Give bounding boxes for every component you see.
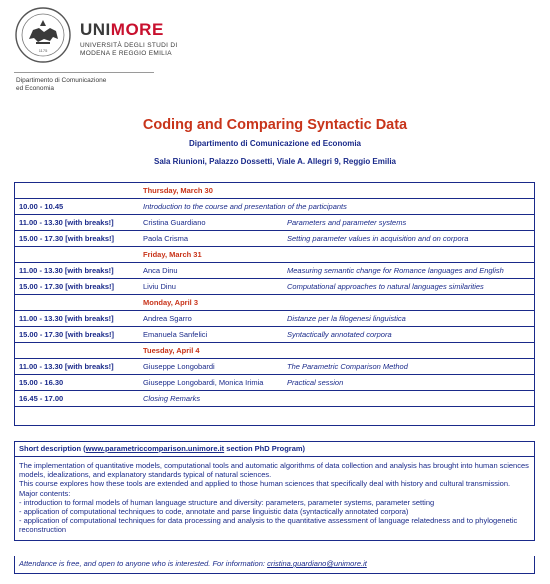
day-header-row xyxy=(15,295,534,311)
header-divider xyxy=(14,72,154,73)
speaker-cell: Paola Crisma xyxy=(143,234,189,243)
course-website-link[interactable]: www.parametriccomparison.unimore.it xyxy=(85,444,225,453)
table-row xyxy=(15,215,534,231)
table-row xyxy=(15,279,534,295)
svg-text:1175: 1175 xyxy=(38,48,48,53)
description-paragraph: The implementation of quantitative models, computational tools and automatic algorithms of data collection and analysis has brought into human sciences models, idealizations, and explanatory standards typical of natural sciences. xyxy=(19,461,529,480)
time-cell: 15.00 - 17.30 [with breaks!] xyxy=(19,282,115,291)
time-cell: 15.00 - 17.30 [with breaks!] xyxy=(19,330,115,339)
day-label: Thursday, March 30 xyxy=(143,186,213,195)
table-row xyxy=(15,263,534,279)
brand-subtitle: UNIVERSITÀ DEGLI STUDI DI MODENA E REGGIO EMILIA xyxy=(80,42,178,57)
session-cell: Closing Remarks xyxy=(143,394,201,403)
brand-name: UNIMORE xyxy=(80,20,164,39)
day-header-row xyxy=(15,343,534,359)
time-cell: 11.00 - 13.30 [with breaks!] xyxy=(19,314,114,323)
topic-cell: Setting parameter values in acquisition and on corpora xyxy=(287,234,469,243)
table-row xyxy=(15,231,534,247)
topic-cell: Measuring semantic change for Romance languages and English xyxy=(287,266,504,275)
day-label: Friday, March 31 xyxy=(143,250,202,259)
schedule-table xyxy=(14,182,535,426)
table-row xyxy=(15,375,534,391)
time-cell: 15.00 - 16.30 xyxy=(19,378,64,387)
table-row xyxy=(15,391,534,407)
topic-cell: Computational approaches to natural languages similarities xyxy=(287,282,484,291)
time-cell: 10.00 - 10.45 xyxy=(19,202,64,211)
session-cell: Introduction to the course and presentation of the participants xyxy=(143,202,347,211)
attendance-note: Attendance is free, and open to anyone who is interested. For information: cristina.guardiano@unimore.it xyxy=(14,556,535,574)
topic-cell: The Parametric Comparison Method xyxy=(287,362,408,371)
venue-line: Sala Riunioni, Palazzo Dossetti, Viale A. Allegri 9, Reggio Emilia xyxy=(154,157,396,166)
speaker-cell: Giuseppe Longobardi xyxy=(143,362,215,371)
speaker-cell: Cristina Guardiano xyxy=(143,218,206,227)
letterhead xyxy=(14,6,534,96)
content-bullet: - application of computational techniques for data processing and analysis to the quantitative assessment of language relatedness and to phylogenetic reconstruction xyxy=(19,516,518,535)
university-seal-icon xyxy=(14,6,72,64)
day-label: Tuesday, April 4 xyxy=(143,346,200,355)
speaker-cell: Liviu Dinu xyxy=(143,282,176,291)
table-row-empty xyxy=(15,407,534,425)
content-bullet: - introduction to formal models of human language structure and diversity: parameters, parameter systems, parameter setting xyxy=(19,497,435,507)
table-row xyxy=(15,199,534,215)
university-brand xyxy=(80,20,177,58)
table-row xyxy=(15,327,534,343)
description-paragraph: This course explores how these tools are extended and applied to those human sciences that specifically deal with history and cultural transmission. xyxy=(19,479,511,489)
description-body xyxy=(14,457,535,541)
department-label: Dipartimento di Comunicazione ed Economia xyxy=(16,77,107,92)
description-header: Short description (www.parametriccomparison.unimore.it section PhD Program) xyxy=(14,441,535,457)
time-cell: 11.00 - 13.30 [with breaks!] xyxy=(19,218,114,227)
topic-cell: Syntactically annotated corpora xyxy=(287,330,392,339)
time-cell: 11.00 - 13.30 [with breaks!] xyxy=(19,362,114,371)
time-cell: 11.00 - 13.30 [with breaks!] xyxy=(19,266,114,275)
day-label: Monday, April 3 xyxy=(143,298,199,307)
table-row xyxy=(15,359,534,375)
speaker-cell: Emanuela Sanfelici xyxy=(143,330,208,339)
department-subtitle: Dipartimento di Comunicazione ed Economia xyxy=(188,139,362,148)
page-title: Coding and Comparing Syntactic Data xyxy=(142,117,408,133)
time-cell: 15.00 - 17.30 [with breaks!] xyxy=(19,234,115,243)
content-bullet: - application of computational techniques to code, annotate and parse linguistic data (syntactically annotated corpora) xyxy=(19,507,409,517)
speaker-cell: Anca Dinu xyxy=(143,266,178,275)
topic-cell: Distanze per la filogenesi linguistica xyxy=(287,314,406,323)
speaker-cell: Giuseppe Longobardi, Monica Irimia xyxy=(143,378,264,387)
description-paragraph: Major contents: xyxy=(19,488,71,498)
contact-email-link[interactable]: cristina.guardiano@unimore.it xyxy=(267,559,367,568)
topic-cell: Parameters and parameter systems xyxy=(287,218,407,227)
speaker-cell: Andrea Sgarro xyxy=(143,314,192,323)
day-header-row xyxy=(15,183,534,199)
day-header-row xyxy=(15,247,534,263)
table-row xyxy=(15,311,534,327)
time-cell: 16.45 - 17.00 xyxy=(19,394,64,403)
topic-cell: Practical session xyxy=(287,378,344,387)
